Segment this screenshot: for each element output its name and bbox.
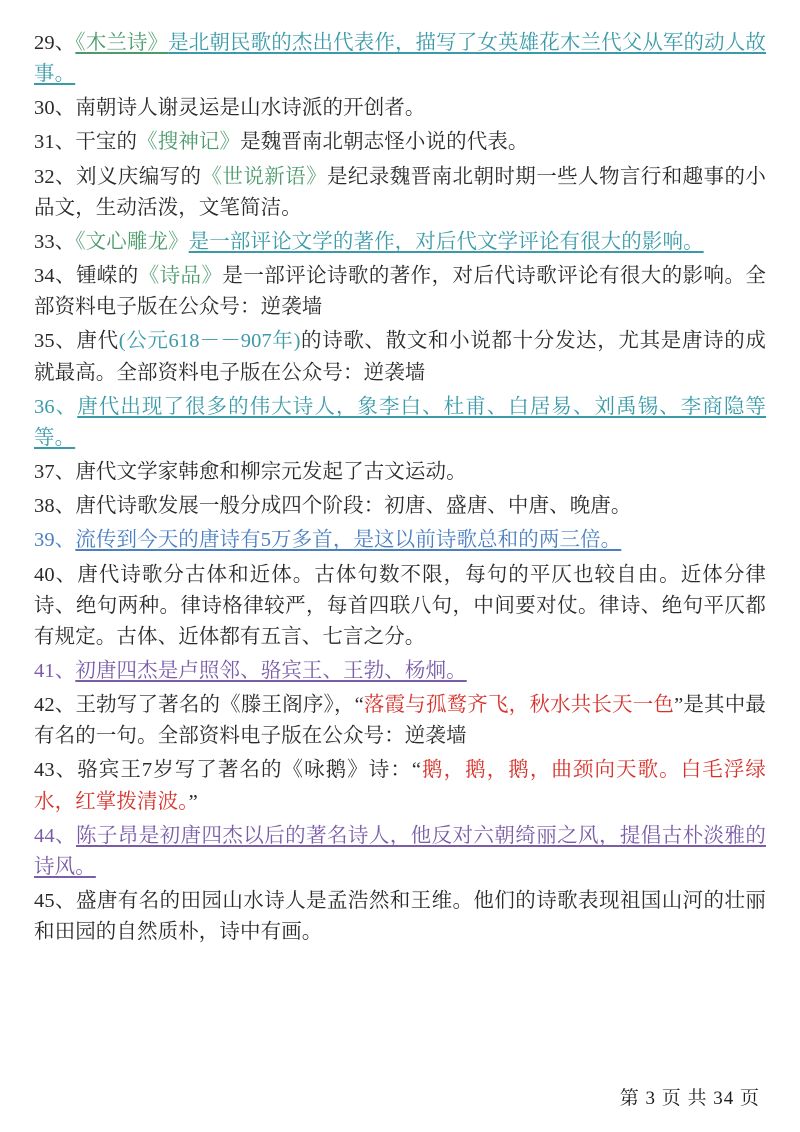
list-item-number: 32、: [34, 165, 76, 188]
list-item-number: 31、: [34, 131, 76, 154]
list-item-number: 44、: [34, 824, 76, 847]
list-item-text: 刘义庆编写的: [75, 165, 202, 188]
list-item-number: 40、: [34, 563, 78, 586]
list-item-text: 唐代诗歌分古体和近体。古体句数不限，每句的平仄也较自由。近体分律诗、绝句两种。律诗格律较严，每首四联八句，中间要对仗。律诗、绝句平仄都有规定。古体、近体都有五言、七言之分。: [34, 563, 766, 648]
list-item-number: 43、: [34, 759, 78, 782]
question-list: [34, 28, 766, 948]
list-item-number: 45、: [34, 890, 76, 913]
list-item-text: 南朝诗人谢灵运是山水诗派的开创者。: [75, 97, 426, 120]
list-item: [34, 127, 766, 158]
list-item: [34, 457, 766, 488]
list-item: [34, 690, 766, 752]
list-item-text: 王勃写了著名的《滕王阁序》，“: [75, 694, 364, 717]
list-item-number: 38、: [34, 495, 76, 518]
list-item-text: 的诗歌、散文和小说都十分发达，尤其是唐诗的成就最高。全部资料电子版在公众号：逆袭墙: [34, 330, 766, 384]
list-item-text: 是魏晋南北朝志怪小说的代表。: [240, 131, 529, 154]
list-item-text: 锺嵘的: [75, 265, 139, 288]
list-item-text: 《木兰诗》: [75, 32, 169, 54]
list-item: [34, 491, 766, 522]
list-item: [34, 821, 766, 883]
list-item: [34, 560, 766, 653]
list-item-number: 35、: [34, 330, 77, 353]
list-item-text: (公元618－－907年): [118, 330, 301, 353]
list-item-text: 唐代: [76, 330, 119, 353]
list-item-text: 唐代出现了很多的伟大诗人，象李白、杜甫、白居易、刘禹锡、李商隐等等。: [34, 395, 766, 449]
list-item-text: 盛唐有名的田园山水诗人是孟浩然和王维。他们的诗歌表现祖国山河的壮丽和田园的自然质朴，诗中有画。: [34, 890, 766, 944]
list-item: [34, 525, 766, 556]
list-item-text: ”: [188, 790, 198, 813]
list-item: [34, 886, 766, 948]
list-item-number: 33、: [34, 230, 76, 253]
list-item: [34, 93, 766, 124]
list-item-text: 初唐四杰是卢照邻、骆宾王、王勃、杨炯。: [75, 659, 467, 682]
list-item-text: 是一部评论诗歌的著作，对后代诗歌评论有很大的影响。全部资料电子版在公众号：逆袭墙: [34, 265, 766, 319]
list-item-number: 42、: [34, 694, 76, 717]
list-item-text: 《搜神记》: [137, 131, 241, 154]
list-item-number: 41、: [34, 659, 76, 682]
list-item-text: 骆宾王7岁写了著名的《咏鹅》诗：“: [77, 759, 422, 782]
list-item: [34, 326, 766, 388]
list-item-text: 是一部评论文学的著作，对后代文学评论有很大的影响。: [188, 230, 704, 253]
list-item: [34, 755, 766, 817]
list-item-text: 流传到今天的唐诗有5万多首，是这以前诗歌总和的两三倍。: [75, 529, 622, 552]
list-item-text: 干宝的: [75, 131, 138, 154]
list-item-text: 是北朝民歌的杰出代表作，描写了女英雄花木兰代父从军的动人故事。: [34, 32, 766, 86]
list-item-text: 《世说新语》: [201, 165, 328, 188]
list-item: [34, 28, 766, 90]
list-item-text: 《诗品》: [138, 265, 223, 288]
list-item-number: 37、: [34, 461, 76, 484]
list-item-number: 34、: [34, 265, 76, 288]
list-item-text: 《文心雕龙》: [75, 230, 189, 253]
list-item-number: 30、: [34, 97, 76, 120]
list-item: [34, 656, 766, 687]
list-item-text: 落霞与孤鹜齐飞，秋水共长天一色: [363, 694, 675, 717]
list-item-text: 鹅，鹅，鹅，曲颈向天歌。白毛浮绿水，红掌拨清波。: [34, 759, 766, 813]
list-item: [34, 261, 766, 323]
list-item-text: 唐代诗歌发展一般分成四个阶段：初唐、盛唐、中唐、晚唐。: [75, 495, 632, 518]
list-item: [34, 227, 766, 258]
list-item-text: ”是其中最有名的一句。全部资料电子版在公众号：逆袭墙: [34, 694, 766, 748]
list-item-number: 36、: [34, 395, 78, 418]
list-item: [34, 162, 766, 224]
list-item-text: 是纪录魏晋南北朝时期一些人物言行和趣事的小品文，生动活泼，文笔简洁。: [34, 165, 767, 219]
list-item: [34, 392, 766, 454]
list-item-number: 39、: [34, 529, 76, 552]
list-item-text: 陈子昂是初唐四杰以后的著名诗人，他反对六朝绮丽之风，提倡古朴淡雅的诗风。: [34, 824, 766, 878]
list-item-text: 唐代文学家韩愈和柳宗元发起了古文运动。: [75, 461, 467, 484]
list-item-number: 29、: [34, 32, 76, 54]
page-footer: 第 3 页 共 34 页: [619, 1088, 760, 1109]
